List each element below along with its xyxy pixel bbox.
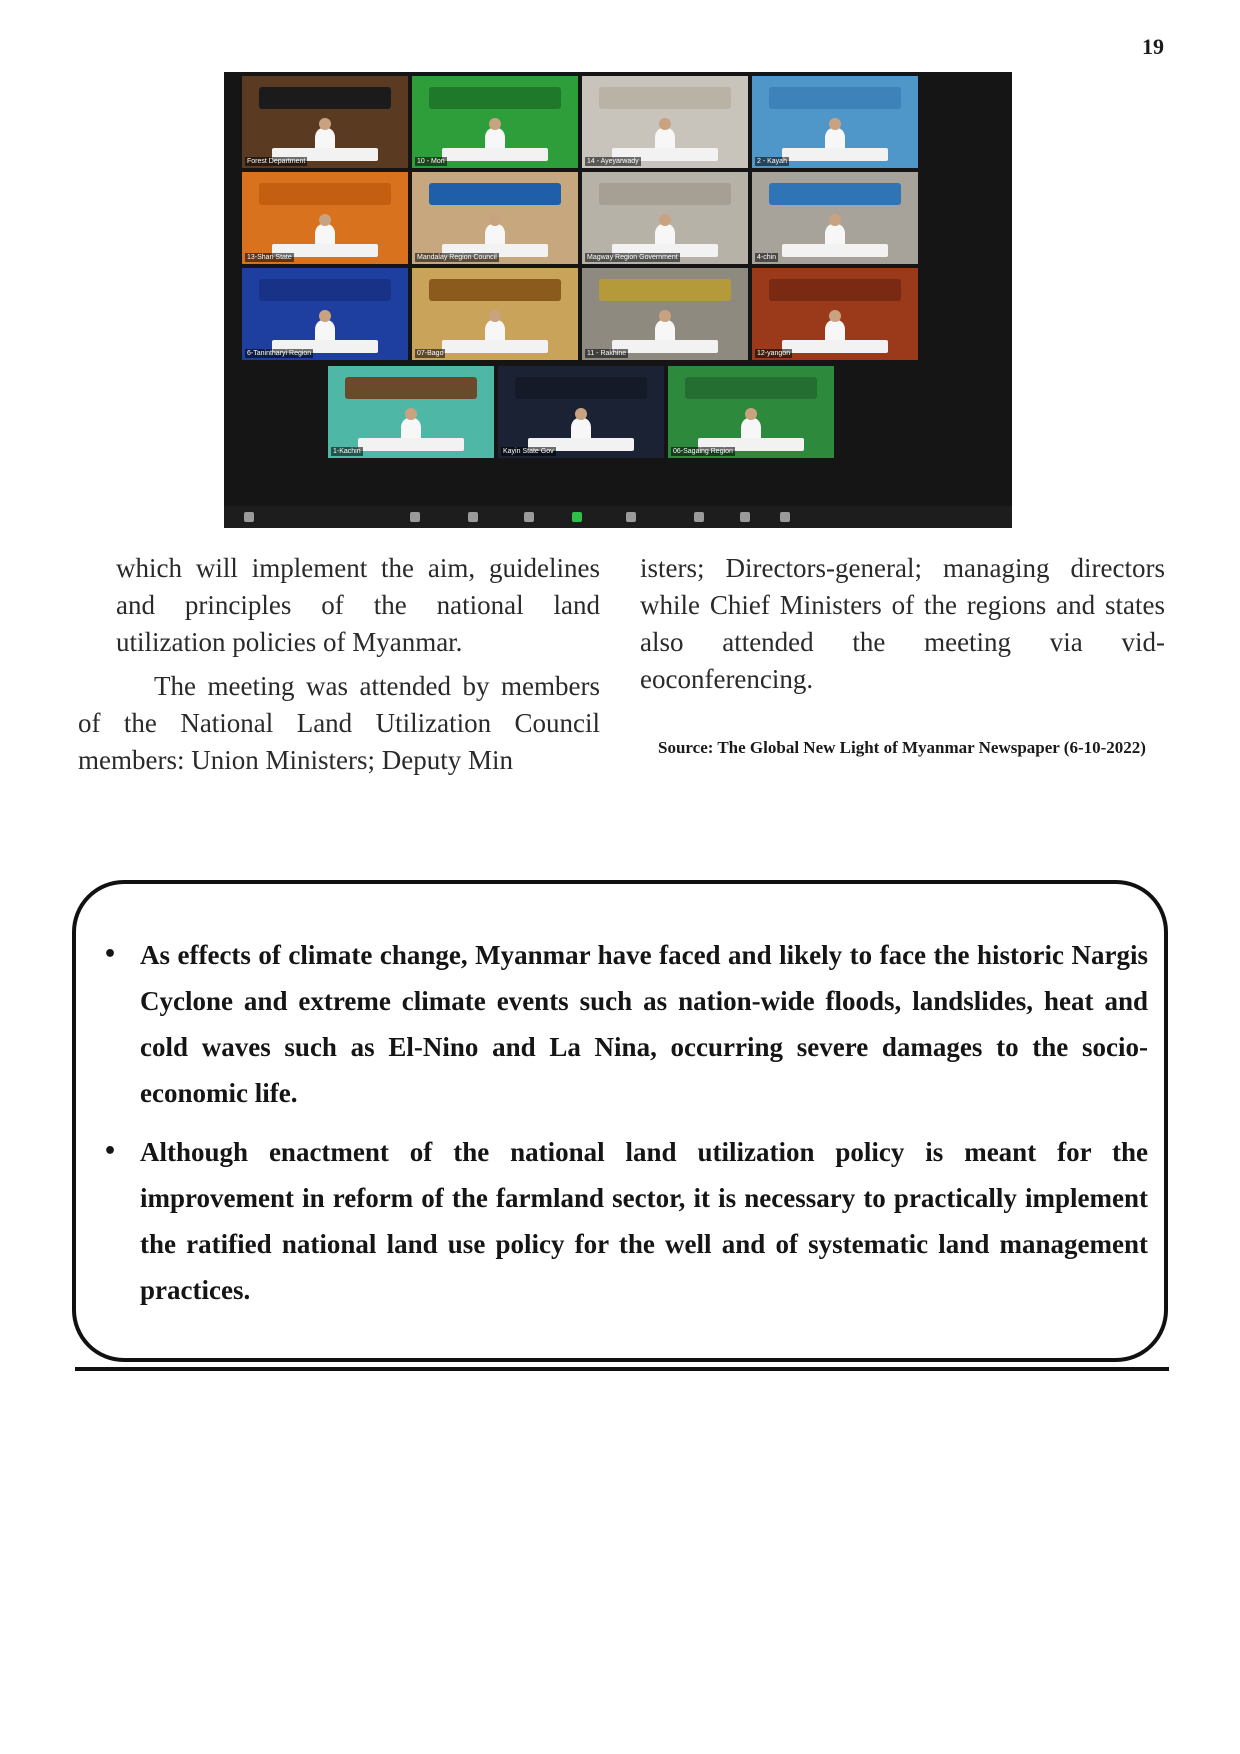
office-banner bbox=[429, 279, 562, 301]
key-point-item bbox=[103, 1129, 1148, 1313]
office-banner bbox=[599, 87, 732, 109]
office-banner bbox=[429, 87, 562, 109]
participant-tile bbox=[752, 172, 918, 264]
participant-tile bbox=[752, 76, 918, 168]
meeting-toolbar bbox=[224, 506, 1012, 528]
participant-figure bbox=[319, 118, 331, 130]
participant-figure bbox=[575, 408, 587, 420]
office-banner bbox=[259, 279, 392, 301]
office-banner bbox=[769, 183, 902, 205]
source-citation: Source: The Global New Light of Myanmar Newspaper (6-10-2022) bbox=[658, 738, 1146, 757]
participant-figure bbox=[489, 118, 501, 130]
participant-tile bbox=[668, 366, 834, 458]
office-banner bbox=[515, 377, 648, 399]
article-right-column bbox=[640, 550, 1165, 698]
participant-tile bbox=[242, 76, 408, 168]
participant-label: 2 - Kayah bbox=[757, 158, 787, 165]
desk-shape bbox=[442, 148, 548, 161]
record-icon bbox=[626, 512, 636, 522]
participant-tile bbox=[582, 172, 748, 264]
bullet-icon: • bbox=[103, 942, 118, 967]
participant-label: Forest Department bbox=[247, 158, 306, 165]
participant-figure bbox=[745, 408, 757, 420]
key-points-box bbox=[72, 880, 1168, 1362]
desk-shape bbox=[782, 340, 888, 353]
participant-label: 13-Shan State bbox=[247, 254, 292, 261]
page-number: 19 bbox=[1142, 34, 1164, 59]
participant-label: Mandalay Region Council bbox=[417, 254, 497, 261]
key-points-list bbox=[103, 932, 1148, 1313]
participant-figure bbox=[489, 214, 501, 226]
share-screen-icon bbox=[572, 512, 582, 522]
participant-figure bbox=[659, 118, 671, 130]
participant-tile bbox=[412, 172, 578, 264]
more-icon bbox=[780, 512, 790, 522]
participant-tile bbox=[242, 268, 408, 360]
office-banner bbox=[769, 87, 902, 109]
participant-tile bbox=[242, 172, 408, 264]
desk-shape bbox=[782, 148, 888, 161]
participant-label: 12-yangon bbox=[757, 350, 791, 357]
office-banner bbox=[345, 377, 478, 399]
participant-tile bbox=[582, 76, 748, 168]
desk-shape bbox=[442, 340, 548, 353]
key-point-text: Although enactment of the national land utilization policy is meant for the improvement in reform of the farmland sector, it is necessary to practically implement the ratified national land use policy for the well and of systematic land management practices. bbox=[140, 1137, 1148, 1305]
participant-label: 1-Kachin bbox=[333, 448, 361, 455]
key-point-item bbox=[103, 932, 1148, 1116]
article-paragraph: which will implement the aim, guidelines and principles of the national land utilization policies of Myanmar. bbox=[116, 553, 600, 657]
participant-tile bbox=[752, 268, 918, 360]
desk-shape bbox=[782, 244, 888, 257]
video-conference-photo bbox=[224, 72, 1012, 528]
office-banner bbox=[429, 183, 562, 205]
article-paragraph: The meeting was attended by members of the National Land Utilization Council members: Union Ministers; Deputy Min bbox=[78, 671, 600, 775]
participants-icon bbox=[468, 512, 478, 522]
key-point-text: As effects of climate change, Myanmar have faced and likely to face the historic Nargis Cyclone and extreme climate events such as nation-wide floods, landslides, heat and cold waves such as El-Nino and La Nina, occurring severe damages to the socio-economic life. bbox=[140, 940, 1148, 1108]
mic-icon bbox=[244, 512, 254, 522]
office-banner bbox=[259, 87, 392, 109]
participant-figure bbox=[659, 214, 671, 226]
participant-label: Magway Region Government bbox=[587, 254, 678, 261]
participant-label: 06-Sagaing Region bbox=[673, 448, 733, 455]
participant-tile bbox=[582, 268, 748, 360]
participant-figure bbox=[319, 310, 331, 322]
participant-tile bbox=[412, 76, 578, 168]
office-banner bbox=[685, 377, 818, 399]
chat-icon bbox=[524, 512, 534, 522]
participant-label: 07-Bago bbox=[417, 350, 444, 357]
participant-figure bbox=[829, 310, 841, 322]
article-left-column bbox=[78, 550, 600, 779]
participant-figure bbox=[829, 214, 841, 226]
participant-figure bbox=[489, 310, 501, 322]
participant-figure bbox=[319, 214, 331, 226]
participant-tile bbox=[328, 366, 494, 458]
participant-label: 6-Tanintharyi Region bbox=[247, 350, 312, 357]
participant-label: 4-chin bbox=[757, 254, 777, 261]
desk-shape bbox=[358, 438, 464, 451]
bullet-icon: • bbox=[103, 1139, 118, 1164]
participant-tile bbox=[498, 366, 664, 458]
reactions-icon bbox=[740, 512, 750, 522]
captions-icon bbox=[694, 512, 704, 522]
participant-tile bbox=[412, 268, 578, 360]
office-banner bbox=[599, 279, 732, 301]
participant-figure bbox=[659, 310, 671, 322]
participant-label: 14 - Ayeyarwady bbox=[587, 158, 639, 165]
participant-label: Kayin State Gov bbox=[503, 448, 554, 455]
participant-figure bbox=[829, 118, 841, 130]
office-banner bbox=[769, 279, 902, 301]
office-banner bbox=[259, 183, 392, 205]
participant-label: 11 - Rakhine bbox=[587, 350, 627, 357]
article-paragraph: isters; Directors-general; managing directors while Chief Ministers of the regions and states also attended the meeting via videoconferencing. bbox=[640, 553, 1165, 694]
office-banner bbox=[599, 183, 732, 205]
security-icon bbox=[410, 512, 420, 522]
section-divider bbox=[75, 1367, 1169, 1371]
participant-figure bbox=[405, 408, 417, 420]
participant-label: 10 - Mon bbox=[417, 158, 445, 165]
